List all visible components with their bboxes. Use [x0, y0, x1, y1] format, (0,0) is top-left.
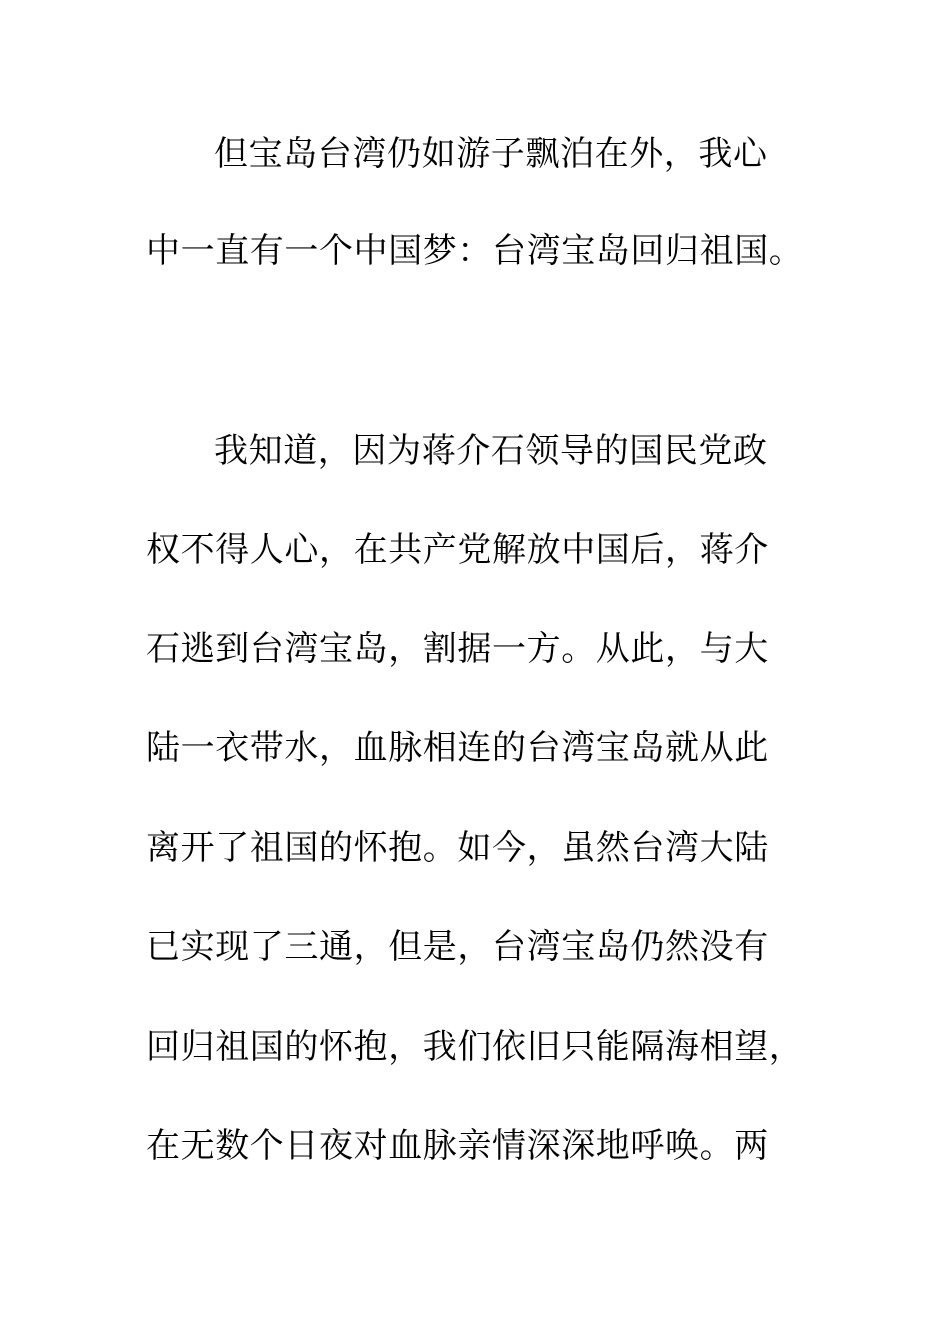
text-line: 陆一衣带水，血脉相连的台湾宝岛就从此: [146, 728, 769, 768]
text-line: 回归祖国的怀抱，我们依旧只能隔海相望，: [146, 1027, 804, 1067]
text-line: 权不得人心，在共产党解放中国后，蒋介: [146, 530, 769, 570]
text-line: 我知道，因为蒋介石领导的国民党政: [214, 431, 768, 471]
text-line: 离开了祖国的怀抱。如今，虽然台湾大陆: [146, 828, 769, 868]
text-line: 但宝岛台湾仍如游子飘泊在外，我心: [214, 134, 768, 174]
text-line: 已实现了三通，但是，台湾宝岛仍然没有: [146, 927, 769, 967]
text-line: 中一直有一个中国梦：台湾宝岛回归祖国。: [146, 231, 804, 271]
text-line: 石逃到台湾宝岛，割据一方。从此，与大: [146, 629, 769, 669]
text-line: 在无数个日夜对血脉亲情深深地呼唤。两: [146, 1126, 769, 1166]
